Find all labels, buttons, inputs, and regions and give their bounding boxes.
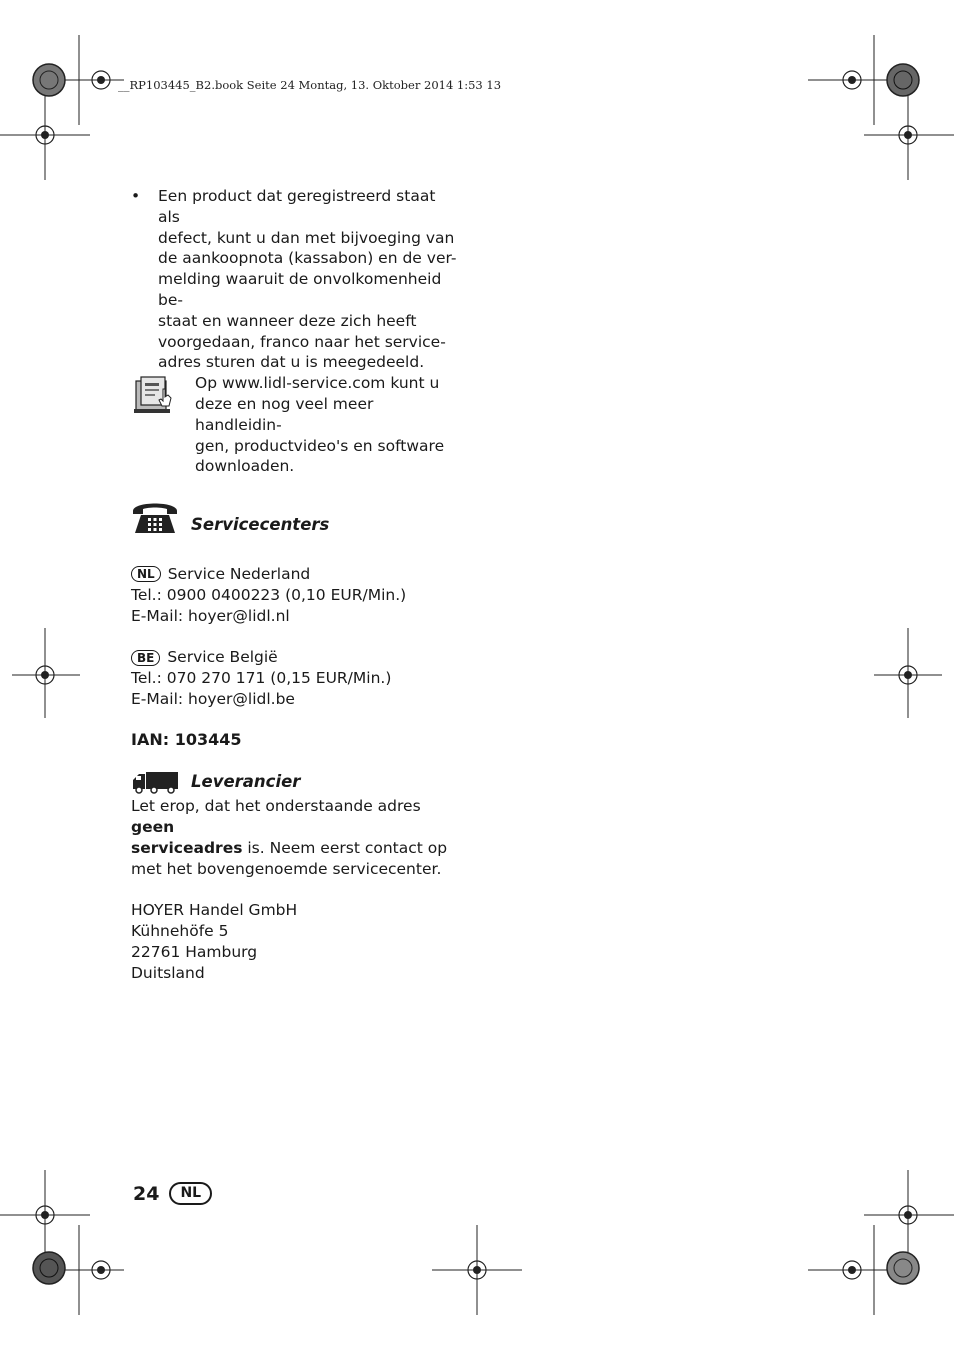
service-nl-email: E-Mail: hoyer@lidl.nl xyxy=(131,606,290,625)
address-line: 22761 Hamburg xyxy=(131,942,258,961)
address-line: Kühnehöfe 5 xyxy=(131,922,229,941)
bullet-line: Een product dat geregistreerd staat als xyxy=(158,187,436,226)
supplier-note-post: is. Neem eerst contact op xyxy=(242,838,448,857)
bullet-line: adres sturen dat u is meegedeeld. xyxy=(158,353,425,372)
address-line: HOYER Handel GmbH xyxy=(131,901,298,920)
be-badge: BE xyxy=(131,650,160,666)
service-nl-name: Service Nederland xyxy=(167,564,311,583)
page-number: 24 xyxy=(133,1182,160,1205)
info-line: gen, productvideo's en software xyxy=(195,436,445,455)
supplier-note xyxy=(131,796,461,879)
bullet-item xyxy=(131,186,461,373)
bullet-line: de aankoopnota (kassabon) en de ver- xyxy=(158,249,457,268)
language-badge: NL xyxy=(169,1182,212,1205)
info-line: downloaden. xyxy=(195,457,295,476)
nl-badge: NL xyxy=(131,566,161,582)
supplier-title: Leverancier xyxy=(191,772,301,792)
servicecenters-title: Servicecenters xyxy=(191,515,330,535)
content-column xyxy=(131,186,461,984)
book-header-line: __RP103445_B2.book Seite 24 Montag, 13. Oktober 2014 1:53 13 xyxy=(118,78,502,92)
ian-number: IAN: 103445 xyxy=(131,729,242,749)
bullet-symbol: • xyxy=(131,187,141,205)
supplier-heading xyxy=(131,770,461,796)
service-be-email: E-Mail: hoyer@lidl.be xyxy=(131,689,295,708)
supplier-note-bold2: serviceadres xyxy=(131,838,243,857)
bullet-line: staat en wanneer deze zich heeft xyxy=(158,311,417,330)
document-download-icon xyxy=(133,375,177,421)
address-line: Duitsland xyxy=(131,963,205,982)
bullet-line: melding waaruit de onvolkomenheid be- xyxy=(158,270,442,309)
bullet-line: defect, kunt u dan met bijvoeging van xyxy=(158,228,455,247)
telephone-icon xyxy=(131,499,179,543)
servicecenters-heading xyxy=(131,499,461,543)
supplier-note-bold1: geen xyxy=(131,818,175,837)
info-line: Op www.lidl-service.com kunt u xyxy=(195,374,440,393)
download-info xyxy=(131,373,461,477)
info-line: deze en nog veel meer handleidin- xyxy=(195,394,374,434)
service-nl-line xyxy=(131,564,461,585)
service-be-line xyxy=(131,647,461,668)
service-nl-tel: Tel.: 0900 0400223 (0,10 EUR/Min.) xyxy=(131,585,407,604)
supplier-note-pre: Let erop, dat het onderstaande adres xyxy=(131,797,421,816)
service-be-tel: Tel.: 070 270 171 (0,15 EUR/Min.) xyxy=(131,668,392,687)
truck-icon xyxy=(131,772,179,800)
supplier-address xyxy=(131,900,461,983)
page-footer xyxy=(133,1182,219,1205)
service-be-name: Service België xyxy=(167,648,278,667)
bullet-line: voorgedaan, franco naar het service- xyxy=(158,332,446,351)
supplier-note-line3: met het bovengenoemde servicecenter. xyxy=(131,859,442,878)
